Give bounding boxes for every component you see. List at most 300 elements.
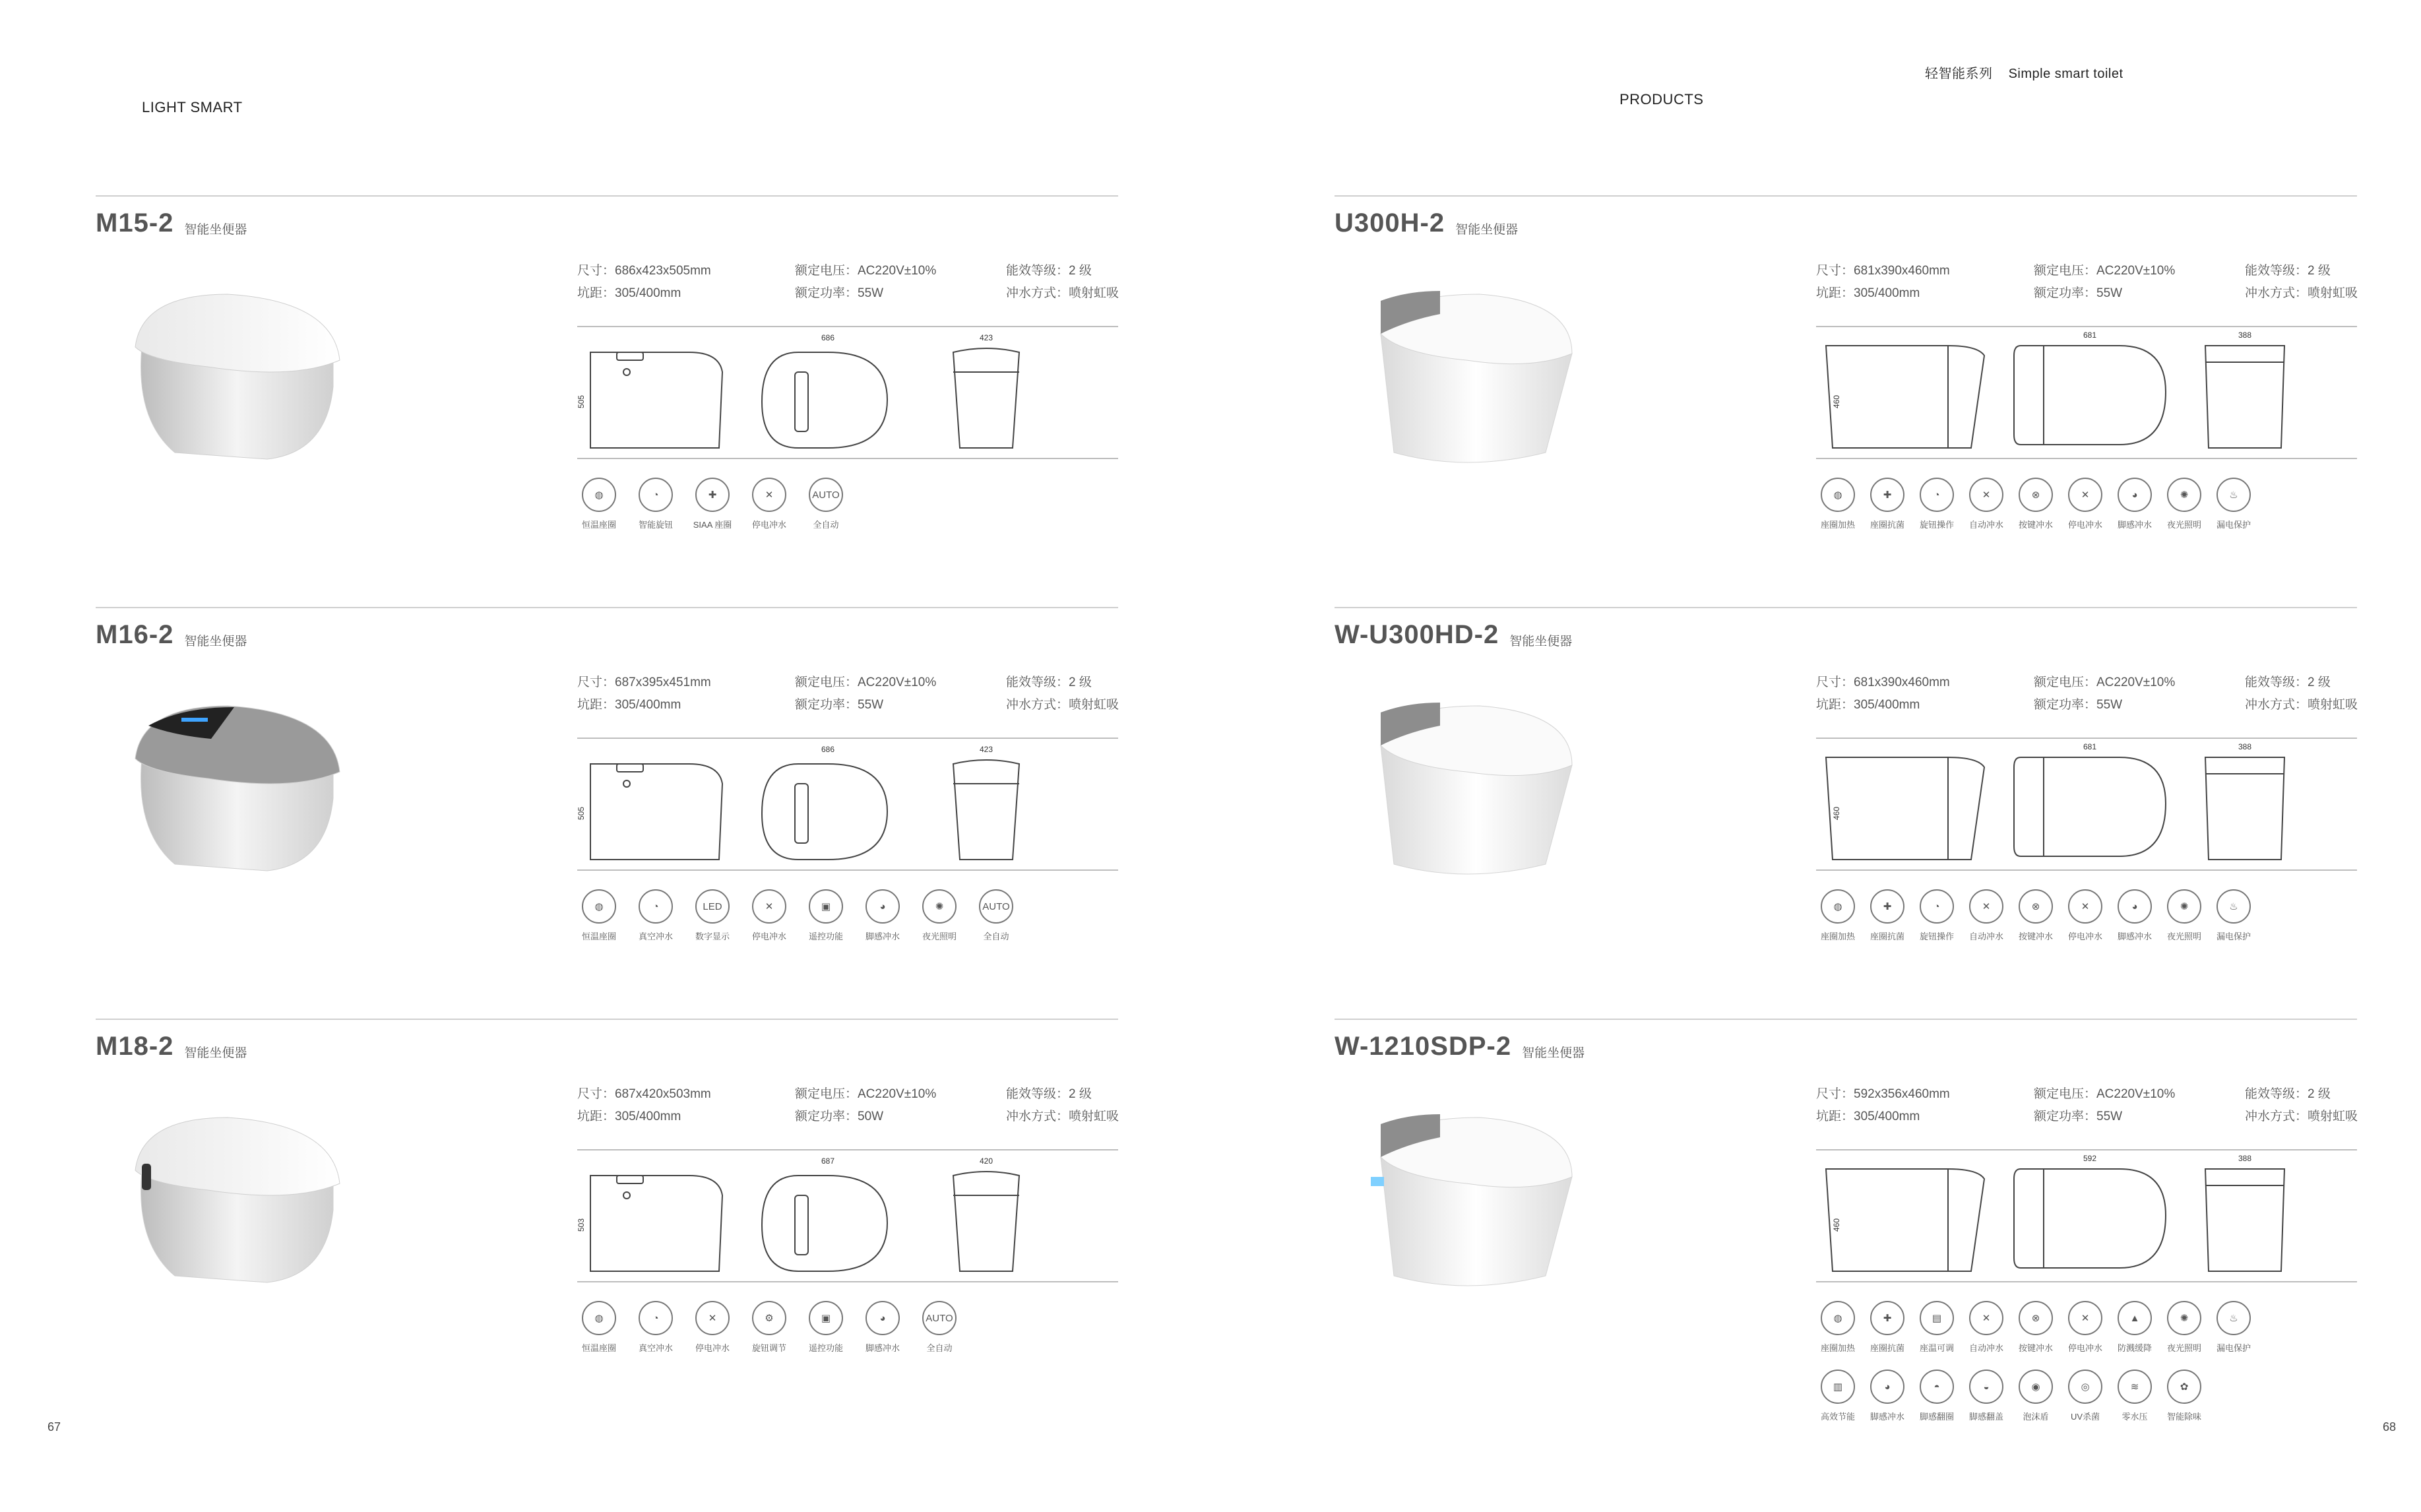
feature-item [691,889,734,942]
feature-item [1866,889,1909,942]
spec-rough-in: 坑距：305/400mm [577,286,681,300]
front-view [953,348,1019,448]
antibacterial-icon: ✚ [1870,478,1904,512]
feature-item [918,889,961,942]
product-card-u300h-2 [1335,195,2357,604]
dimension-label: 460 [1832,1218,1841,1232]
seat-icon: ◍ [582,889,616,924]
feature-item [2063,1370,2107,1422]
spec-size: 尺寸：681x390x460mm [1816,264,1950,278]
foot-sensor-icon: ◕ [2118,478,2152,512]
feature-label: 座圈抗菌 [1870,1343,1904,1353]
front-view [2205,346,2284,448]
spec-rough-in: 坑距：305/400mm [1816,1110,1920,1123]
series-name-en: Simple smart toilet [2008,67,2123,81]
feature-label: 自动冲水 [1968,931,2003,941]
drawing-panel [1816,738,2357,871]
feature-label: 座圈加热 [1820,931,1855,941]
top-view [762,1176,887,1271]
feature-label: 旋钮操作 [1919,931,1954,941]
auto-flush-icon: ✕ [1969,478,2003,512]
dimension-label: 681 [2083,331,2097,340]
spec-efficiency: 能效等级：2 级 [1006,264,1092,278]
front-view [2205,1169,2284,1271]
feature-label: 夜光照明 [2166,520,2201,530]
top-view [762,764,887,860]
spec-power: 额定功率：55W [2034,698,2123,712]
knob-icon: ◔ [1920,478,1954,512]
feature-item [2113,889,2156,942]
divider [1816,1281,2357,1282]
feature-label: 恒温座圈 [581,1343,616,1353]
left-page [0,0,1210,1512]
drawing-panel [1816,326,2357,459]
feature-item [2113,1301,2156,1354]
product-title [1335,208,1518,238]
dimension-label: 505 [577,806,586,821]
feature-label: 恒温座圈 [581,520,616,530]
page-number: 68 [2383,1420,2397,1433]
feature-item [1915,889,1959,942]
seat-heat-icon: ◍ [1821,1301,1855,1335]
dimension-label: 423 [979,745,993,754]
model-number: M16-2 [96,620,174,649]
feature-item [2212,478,2255,530]
button-flush-icon: ⊗ [2019,1301,2053,1335]
feature-item [2212,889,2255,942]
feature-label: 漏电保护 [2216,1343,2251,1353]
spec-size: 尺寸：592x356x460mm [1816,1087,1950,1101]
feature-item [861,1301,904,1354]
button-flush-icon: ⊗ [2019,478,2053,512]
series-name: 轻智能系列 [1925,67,1993,81]
spec-table [1816,260,2357,306]
feature-label: 脚感冲水 [865,1343,900,1353]
front-view [953,1172,1019,1271]
led-icon: LED [695,889,730,924]
product-subtitle: 智能坐便器 [1509,635,1573,649]
feature-icons [577,478,1118,590]
feature-item [691,1301,734,1354]
product-subtitle: 智能坐便器 [184,223,247,237]
spec-voltage: 额定电压：AC220V±10% [2034,676,2176,689]
dimension-label: 686 [821,745,835,754]
adjust-icon: ⚙ [752,1301,786,1335]
auto-flush-icon: ✕ [1969,1301,2003,1335]
spec-power: 额定功率：55W [795,286,884,300]
feature-label: 停电冲水 [751,931,786,941]
dimension-label: 388 [2238,1154,2252,1163]
spec-size: 尺寸：687x420x503mm [577,1087,711,1101]
feature-label: 自动冲水 [1968,1343,2003,1353]
spec-flush: 冲水方式：喷射虹吸 [1006,286,1119,300]
feature-label: 旋钮调节 [751,1343,786,1353]
front-view [953,760,1019,860]
dimension-label: 460 [1832,806,1841,821]
feature-label: 全自动 [926,1343,953,1353]
feature-label: 脚感冲水 [2117,931,2152,941]
model-number: M15-2 [96,208,174,237]
spec-voltage: 额定电压：AC220V±10% [2034,264,2176,278]
technical-drawings [1816,326,2357,458]
power-off-flush-icon: ✕ [752,478,786,512]
section-divider [96,195,1118,197]
auto-flush-icon: ✕ [1969,889,2003,924]
feature-label: 恒温座圈 [581,931,616,941]
feature-icons [1816,1301,2357,1422]
toilet-photo [1335,1078,1612,1296]
dimension-label: 460 [1832,394,1841,409]
feature-label: 夜光照明 [2166,1343,2201,1353]
feature-item [2014,478,2058,530]
feature-icons [577,1301,1118,1413]
product-photo [96,1078,373,1296]
feature-label: 漏电保护 [2216,931,2251,941]
product-subtitle: 智能坐便器 [1522,1046,1585,1061]
feature-item [2063,1301,2107,1354]
drawing-panel [577,326,1118,459]
divider [577,1149,1118,1150]
button-flush-icon: ⊗ [2019,889,2053,924]
feature-item [2014,1370,2058,1422]
feature-item [2162,1370,2206,1422]
feature-item [2014,889,2058,942]
product-subtitle: 智能坐便器 [184,635,247,649]
foot-sensor-icon: ◕ [1870,1370,1904,1404]
feature-label: 座圈加热 [1820,1343,1855,1353]
top-view [2014,1169,2166,1268]
feature-label: 旋钮操作 [1919,520,1954,530]
power-off-flush-icon: ✕ [752,889,786,924]
feature-item [2162,1301,2206,1354]
seat-heat-icon: ◍ [1821,478,1855,512]
foot-sensor-icon: ◕ [2118,889,2152,924]
dimension-label: 423 [979,333,993,342]
spec-flush: 冲水方式：喷射虹吸 [2245,698,2358,712]
seat-heat-icon: ◍ [1821,889,1855,924]
feature-label: 真空冲水 [638,931,673,941]
feature-item [1965,889,2008,942]
toilet-photo [96,255,373,472]
section-header: LIGHT SMART [142,99,243,115]
drawing-panel [577,738,1118,871]
feature-icons [1816,889,2357,1001]
feature-label: 零水压 [2122,1412,2148,1422]
feature-label: 停电冲水 [695,1343,730,1353]
model-number: M18-2 [96,1032,174,1061]
feature-item [1965,478,2008,530]
feature-item [1866,1301,1909,1354]
feature-item [747,478,791,530]
feature-item [2212,1301,2255,1354]
product-title [96,1032,247,1061]
product-title [96,208,247,238]
spec-size: 尺寸：686x423x505mm [577,264,711,278]
product-title [1335,620,1572,650]
product-title [1335,1032,1585,1061]
feature-label: 座圈加热 [1820,520,1855,530]
feature-label: SIAA 座圈 [693,520,732,530]
product-card-m18-2 [96,1019,1118,1428]
spec-efficiency: 能效等级：2 级 [1006,1087,1092,1101]
feature-icons [1816,478,2357,590]
feature-label: 自动冲水 [1968,520,2003,530]
dimension-label: 592 [2083,1154,2097,1163]
spec-voltage: 额定电压：AC220V±10% [795,1087,937,1101]
feature-item [577,478,621,530]
feature-icons [577,889,1118,1001]
feature-item [1915,1370,1959,1422]
spec-table [577,1083,1118,1129]
side-view [590,764,722,860]
divider [577,1281,1118,1282]
top-view [2014,346,2166,445]
side-view [1826,1169,1984,1271]
spec-voltage: 额定电压：AC220V±10% [2034,1087,2176,1101]
spec-flush: 冲水方式：喷射虹吸 [2245,1110,2358,1123]
product-subtitle: 智能坐便器 [1455,223,1519,237]
power-off-flush-icon: ✕ [2068,1301,2102,1335]
technical-drawings [577,738,1118,869]
spec-power: 额定功率：50W [795,1110,884,1123]
feature-label: 数字显示 [695,931,730,941]
spec-power: 额定功率：55W [2034,1110,2123,1123]
toilet-photo [1335,255,1612,472]
spec-rough-in: 坑距：305/400mm [1816,286,1920,300]
feature-item [577,889,621,942]
foam-shield-icon: ◉ [2019,1370,2053,1404]
divider [1816,1149,2357,1150]
side-view [590,1176,722,1271]
feature-item [2162,478,2206,530]
top-view [2014,757,2166,856]
feature-label: 防溅缓降 [2117,1343,2152,1353]
spec-rough-in: 坑距：305/400mm [577,1110,681,1123]
knob-icon: ◔ [639,1301,673,1335]
feature-label: 智能旋钮 [638,520,673,530]
feature-item [1816,478,1860,530]
feature-label: 脚感冲水 [2117,520,2152,530]
divider [1816,869,2357,871]
feature-label: 全自动 [813,520,839,530]
feature-item [2063,889,2107,942]
spec-size: 尺寸：681x390x460mm [1816,676,1950,689]
feature-item [1866,478,1909,530]
feature-label: 夜光照明 [2166,931,2201,941]
toilet-photo [96,1078,373,1296]
feature-item [804,889,848,942]
side-view [1826,346,1984,448]
spec-rough-in: 坑距：305/400mm [1816,698,1920,712]
product-photo [1335,666,1612,884]
spec-efficiency: 能效等级：2 级 [2245,676,2331,689]
feature-label: UV杀菌 [2070,1412,2100,1422]
divider [577,738,1118,739]
technical-drawings [1816,1149,2357,1281]
seat-icon: ◍ [582,1301,616,1335]
series-header [1925,63,2123,82]
spec-voltage: 额定电压：AC220V±10% [795,676,937,689]
spec-flush: 冲水方式：喷射虹吸 [2245,286,2358,300]
product-card-w-1210sdp-2 [1335,1019,2357,1428]
foot-sensor-icon: ◕ [865,1301,900,1335]
feature-label: 遥控功能 [808,931,843,941]
feature-label: 座温可调 [1919,1343,1954,1353]
spec-efficiency: 能效等级：2 级 [2245,1087,2331,1101]
technical-drawings [577,1149,1118,1281]
knob-icon: ◔ [639,478,673,512]
top-view [762,352,887,448]
spec-power: 额定功率：55W [2034,286,2123,300]
feature-item [2014,1301,2058,1354]
divider [1816,738,2357,739]
night-light-icon: ✺ [2167,1301,2201,1335]
dimension-label: 503 [577,1218,586,1232]
product-title [96,620,247,650]
product-subtitle: 智能坐便器 [184,1046,247,1061]
auto-icon: AUTO [922,1301,957,1335]
side-view [590,352,722,448]
feature-item [1965,1370,2008,1422]
feature-item [1915,1301,1959,1354]
spec-efficiency: 能效等级：2 级 [2245,264,2331,278]
deodorize-icon: ✿ [2167,1370,2201,1404]
toilet-photo [96,666,373,884]
spec-rough-in: 坑距：305/400mm [577,698,681,712]
model-number: W-1210SDP-2 [1335,1032,1512,1061]
drawing-panel [1816,1149,2357,1282]
feature-label: 脚感翻圈 [1919,1412,1954,1422]
spec-table [577,672,1118,718]
feature-label: 高效节能 [1820,1412,1855,1422]
zero-pressure-icon: ≋ [2118,1370,2152,1404]
foot-lid-icon: ◒ [1969,1370,2003,1404]
feature-label: 真空冲水 [638,1343,673,1353]
product-photo [96,666,373,884]
feature-label: 停电冲水 [2067,520,2102,530]
section-divider [96,1019,1118,1020]
night-light-icon: ✺ [2167,478,2201,512]
remote-icon: ▣ [809,889,843,924]
feature-item [1816,1301,1860,1354]
dimension-label: 505 [577,394,586,409]
divider [1816,458,2357,459]
feature-item [974,889,1018,942]
product-photo [96,255,373,472]
feature-item [2162,889,2206,942]
dimension-label: 686 [821,333,835,342]
feature-item [861,889,904,942]
divider [577,326,1118,327]
feature-item [918,1301,961,1354]
feature-label: 座圈抗菌 [1870,520,1904,530]
remote-icon: ▣ [809,1301,843,1335]
feature-label: 按键冲水 [2018,520,2053,530]
spec-flush: 冲水方式：喷射虹吸 [1006,698,1119,712]
spec-voltage: 额定电压：AC220V±10% [795,264,937,278]
toilet-photo [1335,666,1612,884]
spec-power: 额定功率：55W [795,698,884,712]
page-number: 67 [47,1420,61,1433]
soft-close-icon: ▲ [2118,1301,2152,1335]
leak-protect-icon: ♨ [2217,889,2251,924]
dimension-label: 420 [979,1156,993,1166]
feature-item [1915,478,1959,530]
power-off-flush-icon: ✕ [695,1301,730,1335]
power-off-flush-icon: ✕ [2068,478,2102,512]
section-divider [1335,607,2357,608]
spec-table [577,260,1118,306]
feature-label: 智能除味 [2166,1412,2201,1422]
spec-size: 尺寸：687x395x451mm [577,676,711,689]
section-divider [1335,1019,2357,1020]
antibacterial-icon: ✚ [695,478,730,512]
feature-item [2113,1370,2156,1422]
spec-table [1816,672,2357,718]
feature-item [634,1301,677,1354]
leak-protect-icon: ♨ [2217,478,2251,512]
auto-icon: AUTO [809,478,843,512]
model-number: W-U300HD-2 [1335,620,1499,649]
product-card-w-u300hd-2 [1335,607,2357,1016]
section-header: PRODUCTS [1619,91,1704,108]
feature-label: 夜光照明 [922,931,957,941]
seat-icon: ◍ [582,478,616,512]
power-off-flush-icon: ✕ [2068,889,2102,924]
uv-icon: ◎ [2068,1370,2102,1404]
product-card-m16-2 [96,607,1118,1016]
technical-drawings [577,326,1118,458]
dimension-label: 681 [2083,742,2097,751]
feature-item [691,478,734,530]
feature-item [1816,889,1860,942]
feature-label: 按键冲水 [2018,1343,2053,1353]
feature-item [747,889,791,942]
feature-item [747,1301,791,1354]
section-divider [1335,195,2357,197]
feature-label: 漏电保护 [2216,520,2251,530]
feature-item [804,478,848,530]
spec-efficiency: 能效等级：2 级 [1006,676,1092,689]
product-photo [1335,255,1612,472]
leak-protect-icon: ♨ [2217,1301,2251,1335]
feature-item [804,1301,848,1354]
feature-label: 停电冲水 [2067,931,2102,941]
feature-label: 脚感冲水 [865,931,900,941]
divider [1816,326,2357,327]
auto-icon: AUTO [979,889,1013,924]
feature-label: 座圈抗菌 [1870,931,1904,941]
feature-label: 按键冲水 [2018,931,2053,941]
spec-table [1816,1083,2357,1129]
feature-item [634,478,677,530]
night-light-icon: ✺ [2167,889,2201,924]
energy-save-icon: ▥ [1821,1370,1855,1404]
spec-flush: 冲水方式：喷射虹吸 [1006,1110,1119,1123]
foot-sensor-icon: ◕ [865,889,900,924]
dimension-label: 388 [2238,331,2252,340]
section-divider [96,607,1118,608]
right-page [1210,0,2421,1512]
feature-item [634,889,677,942]
product-photo [1335,1078,1612,1296]
feature-item [2113,478,2156,530]
feature-item [577,1301,621,1354]
divider [577,869,1118,871]
antibacterial-icon: ✚ [1870,1301,1904,1335]
dimension-label: 388 [2238,742,2252,751]
feature-label: 停电冲水 [751,520,786,530]
